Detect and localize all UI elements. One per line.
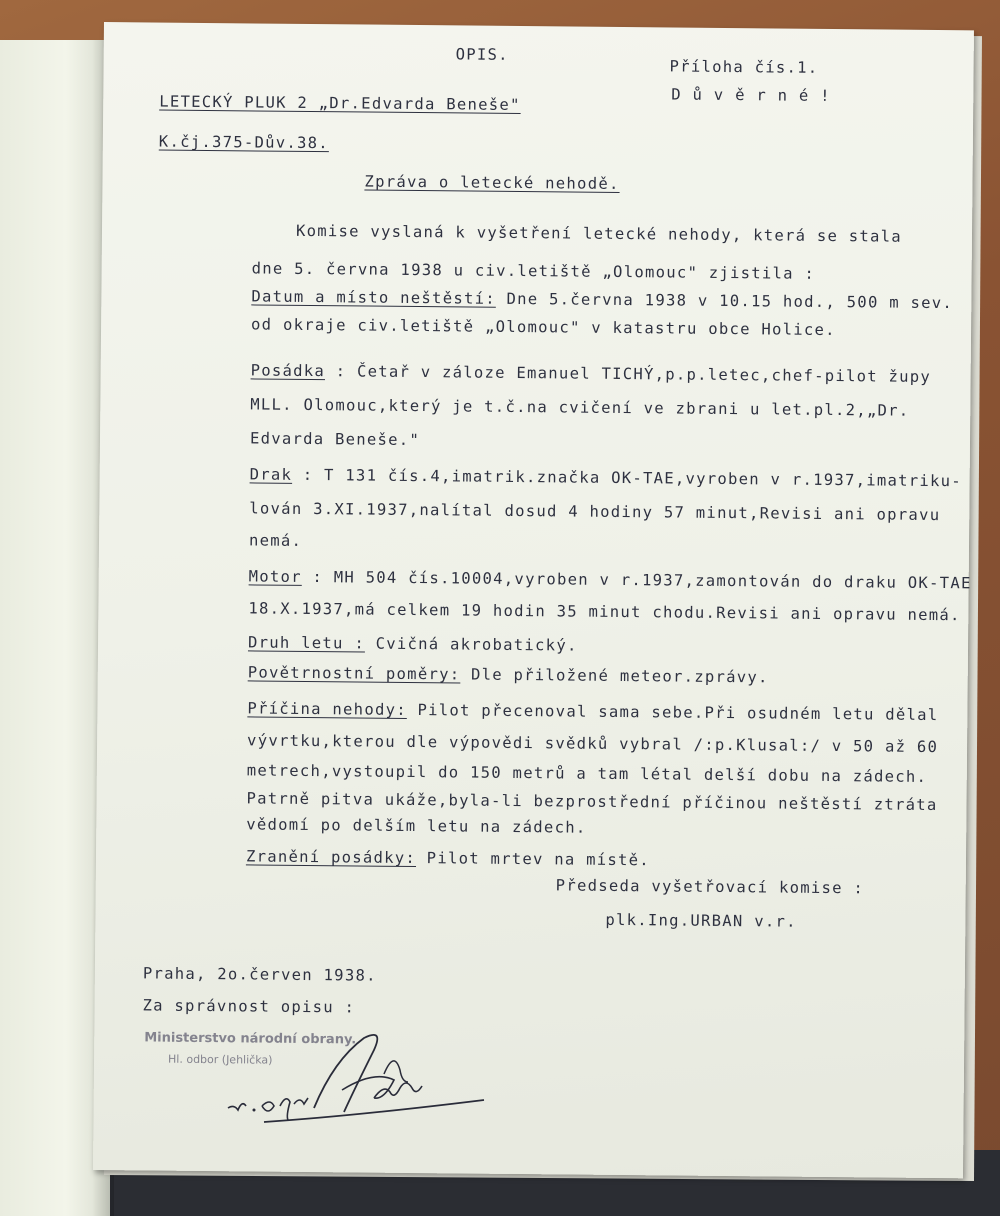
crew-label: Posádka [250, 361, 326, 381]
weather-label: Povětrnostní poměry: [247, 663, 461, 684]
airframe-text: : T 131 čís.4,imatrik.značka OK-TAE,vyroben v r.1937,imatriku- [292, 465, 963, 491]
handwritten-signature [224, 1020, 504, 1140]
injuries-label: Zranění posádky: [245, 847, 417, 868]
certification-line: Za správnost opisu : [142, 996, 356, 1017]
reference-number: K.čj.375-Dův.38. [158, 132, 330, 153]
regiment-name: LETECKÝ PLUK 2 „Dr.Edvarda Beneše" [159, 92, 521, 115]
copy-label: OPIS. [455, 45, 509, 64]
chairman-title: Předseda vyšetřovací komise : [555, 876, 865, 898]
crew-text: : Četař v záloze Emanuel TICHÝ,p.p.letec,chef-pilot župy [325, 362, 932, 386]
flight-type-label: Druh letu : [247, 633, 366, 653]
airframe-line-3: nemá. [248, 531, 303, 550]
weather-text: Dle přiložené meteor.zprávy. [460, 665, 769, 687]
cause-line-4: Patrně pitva ukáže,byla-li bezprostřední příčinou neštěstí ztráta [246, 789, 938, 815]
cause-row [247, 699, 938, 724]
flight-type-text: Cvičná akrobatický. [364, 634, 578, 655]
cause-line-2: vývrtku,kterou dle výpovědi svědků vybral /:p.Klusal:/ v 50 až 60 [247, 731, 939, 757]
airframe-label: Drak [249, 465, 293, 484]
engine-label: Motor [248, 567, 302, 586]
flight-type-row [248, 633, 578, 654]
office-stamp-line-1: Ministerstvo národní obrany. [144, 1030, 357, 1048]
engine-line-2: 18.X.1937,má celkem 19 hodin 35 minut chodu.Revisi ani opravu nemá. [248, 599, 961, 625]
weather-row [248, 663, 769, 686]
cause-label: Příčina nehody: [247, 699, 407, 719]
cause-text: Pilot přecenoval sama sebe.Při osudném letu dělal [406, 700, 939, 725]
engine-text: : MH 504 čís.10004,vyroben v r.1937,zamontován do draku OK-TAE [301, 567, 972, 593]
date-place-label: Datum a místo neštěstí: [251, 287, 496, 308]
office-stamp-line-2: Hl. odbor (Jehlička) [167, 1052, 273, 1067]
intro-line-1: Komise vyslaná k vyšetření letecké nehody, která se stala [295, 221, 903, 246]
crew-line-3: Edvarda Beneše." [249, 429, 421, 450]
crew-line-2: MLL. Olomouc,který je t.č.na cvičení ve zbrani u let.pl.2,„Dr. [250, 395, 910, 420]
airframe-row [250, 465, 962, 490]
intro-line-2: dne 5. června 1938 u civ.letiště „Olomouc" zjistila : [251, 259, 816, 283]
place-date: Praha, 2o.červen 1938. [142, 964, 377, 985]
cause-line-3: metrech,vystoupil do 150 metrů a tam létal delší dobu na zádech. [246, 761, 928, 786]
document-page [93, 22, 974, 1178]
confidential-mark: D ů v ě r n é ! [671, 85, 831, 105]
injuries-row [246, 847, 650, 869]
crew-row [251, 361, 932, 386]
attachment-number: Příloha čís.1. [669, 57, 819, 77]
date-place-line-2: od okraje civ.letiště „Olomouc" v katastru obce Holice. [251, 315, 836, 340]
cause-line-5: vědomí po delším letu na zádech. [246, 815, 587, 837]
engine-row [249, 567, 972, 592]
injuries-text: Pilot mrtev na místě. [416, 849, 651, 870]
date-place-row [251, 287, 953, 312]
report-title: Zpráva o letecké nehodě. [364, 172, 620, 193]
airframe-line-2: lován 3.XI.1937,nalítal dosud 4 hodiny 57 minut,Revisi ani opravu [249, 499, 941, 525]
chairman-name: plk.Ing.URBAN v.r. [605, 910, 797, 931]
date-place-text: Dne 5.června 1938 v 10.15 hod., 500 m sev. [495, 289, 954, 313]
